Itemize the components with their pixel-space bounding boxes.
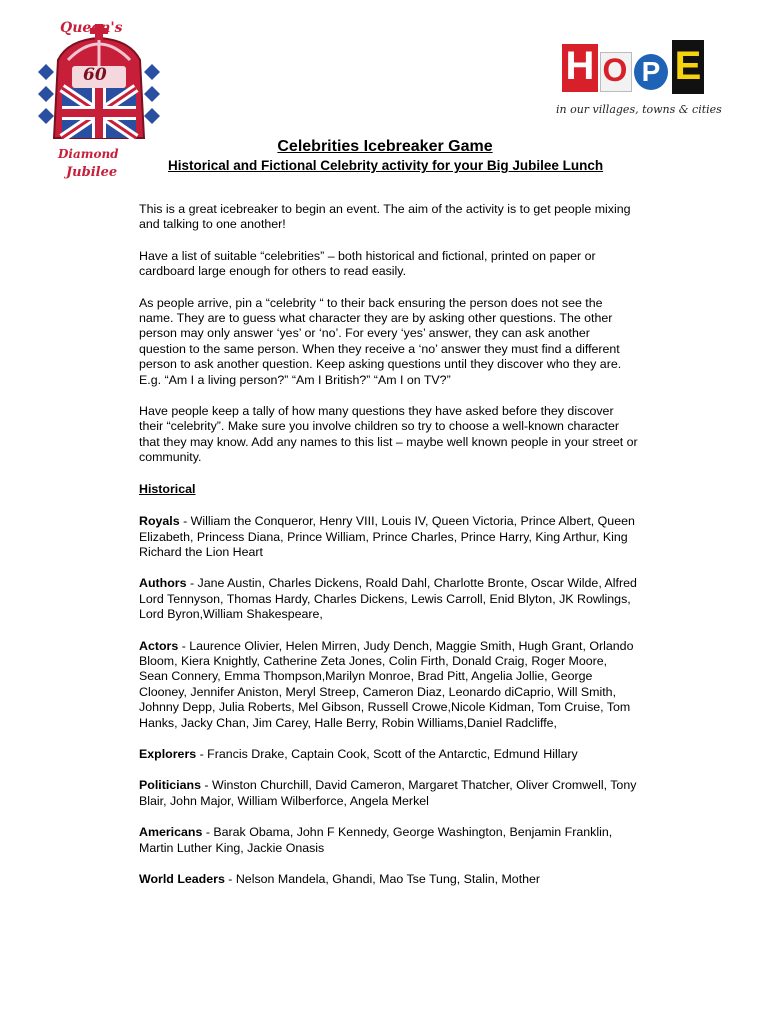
intro-paragraph: Have people keep a tally of how many questions they have asked before they discover their “celebrity”. Make sure you involve children so try to choose a well-known character that they may know. Add any names to this list – maybe well known people in your street or community. [139,404,638,465]
jubilee-logo-diamond: Diamond [58,147,119,161]
category-names: - Laurence Olivier, Helen Mirren, Judy Dench, Maggie Smith, Hugh Grant, Orlando Bloom, Kiera Knightly, Catherine Zeta Jones, Colin Firth, Donald Craig, Roger Moore, Sean Connery, Emma Thompson,Marilyn Monroe, Brad Pitt, Angelia Jollie, George Clooney, Jennifer Aniston, Meryl Streep, Cameron Diaz, Leonardo diCaprio, Will Smith, Johnny Depp, Julia Roberts, Mel Gibson, Russell Crowe,Nicole Kidman, Tom Cruise, Tom Hanks, Jacky Chan, Jim Carey, Halle Berry, Robin Williams,Daniel Radcliffe, [139,638,634,730]
category-label: World Leaders [139,872,225,886]
category-names: - Barak Obama, John F Kennedy, George Washington, Benjamin Franklin, Martin Luther King, Jackie Onasis [139,825,613,855]
category-label: Actors [139,638,179,653]
page-subtitle: Historical and Fictional Celebrity activity for your Big Jubilee Lunch [168,158,604,173]
hope-logo-p: P [641,56,661,87]
jubilee-logo-number: 60 [83,65,107,85]
category-label: Politicians [139,778,201,793]
category-names: - Jane Austin, Charles Dickens, Roald Dahl, Charlotte Bronte, Oscar Wilde, Alfred Lord Tennyson, Thomas Hardy, Charles Dickens, Lewis Carroll, Enid Blyton, JK Rowlings, Lord Byron,William Shakespeare, [139,576,637,622]
page-title: Celebrities Icebreaker Game [277,138,493,155]
intro-paragraph: Have a list of suitable “celebrities” – both historical and fictional, printed on paper or cardboard large enough for others to read easily. [139,248,596,279]
category-label: Authors [139,576,187,591]
category-royals [139,514,639,560]
category-names: - Francis Drake, Captain Cook, Scott of the Antarctic, Edmund Hillary [196,746,578,761]
category-names: - William the Conqueror, Henry VIII, Louis IV, Queen Victoria, Prince Albert, Queen Elizabeth, Princess Diana, Prince William, Prince Charles, Prince Harry, King Arthur, King Richard the Lion Heart [139,514,635,559]
hope-logo-e: E [674,44,702,88]
hope-tagline: in our villages, towns & cities [556,103,722,116]
category-label: Explorers [139,746,197,761]
category-authors [139,576,639,622]
category-label: Royals [139,514,180,529]
category-names: - Winston Churchill, David Cameron, Margaret Thatcher, Oliver Cromwell, Tony Blair, John Major, William Wilberforce, Angela Merkel [139,778,637,808]
category-world-leaders [139,872,639,887]
hope-logo-o: O [602,52,628,88]
document-body [139,202,639,903]
intro-paragraph: This is a great icebreaker to begin an event. The aim of the activity is to get people mixing and talking to one another! [139,202,631,232]
intro-paragraph: As people arrive, pin a “celebrity “ to their back ensuring the person does not see the name. They are to guess what character they are by asking other questions. The other person may only answer ‘yes’ or ‘no’. For every ‘yes’ answer, they can ask another question to the same person. When they receive a ‘no’ answer they must find a different person to ask another question. Keep asking questions until they discover who they are. E.g. “Am I a living person?” “Am I British?” “Am I on TV?” [139,295,622,387]
category-actors [139,639,639,731]
category-americans [139,825,639,856]
category-label: Americans [139,825,203,840]
category-politicians [139,778,639,809]
category-explorers [139,747,639,762]
section-heading-historical: Historical [139,481,196,496]
category-names: - Nelson Mandela, Ghandi, Mao Tse Tung, Stalin, Mother [224,872,541,886]
jubilee-logo [38,20,160,190]
jubilee-logo-jubilee: Jubilee [66,165,118,180]
jubilee-logo-queens: Queen's [60,20,123,36]
hope-logo-h: H [565,44,595,88]
